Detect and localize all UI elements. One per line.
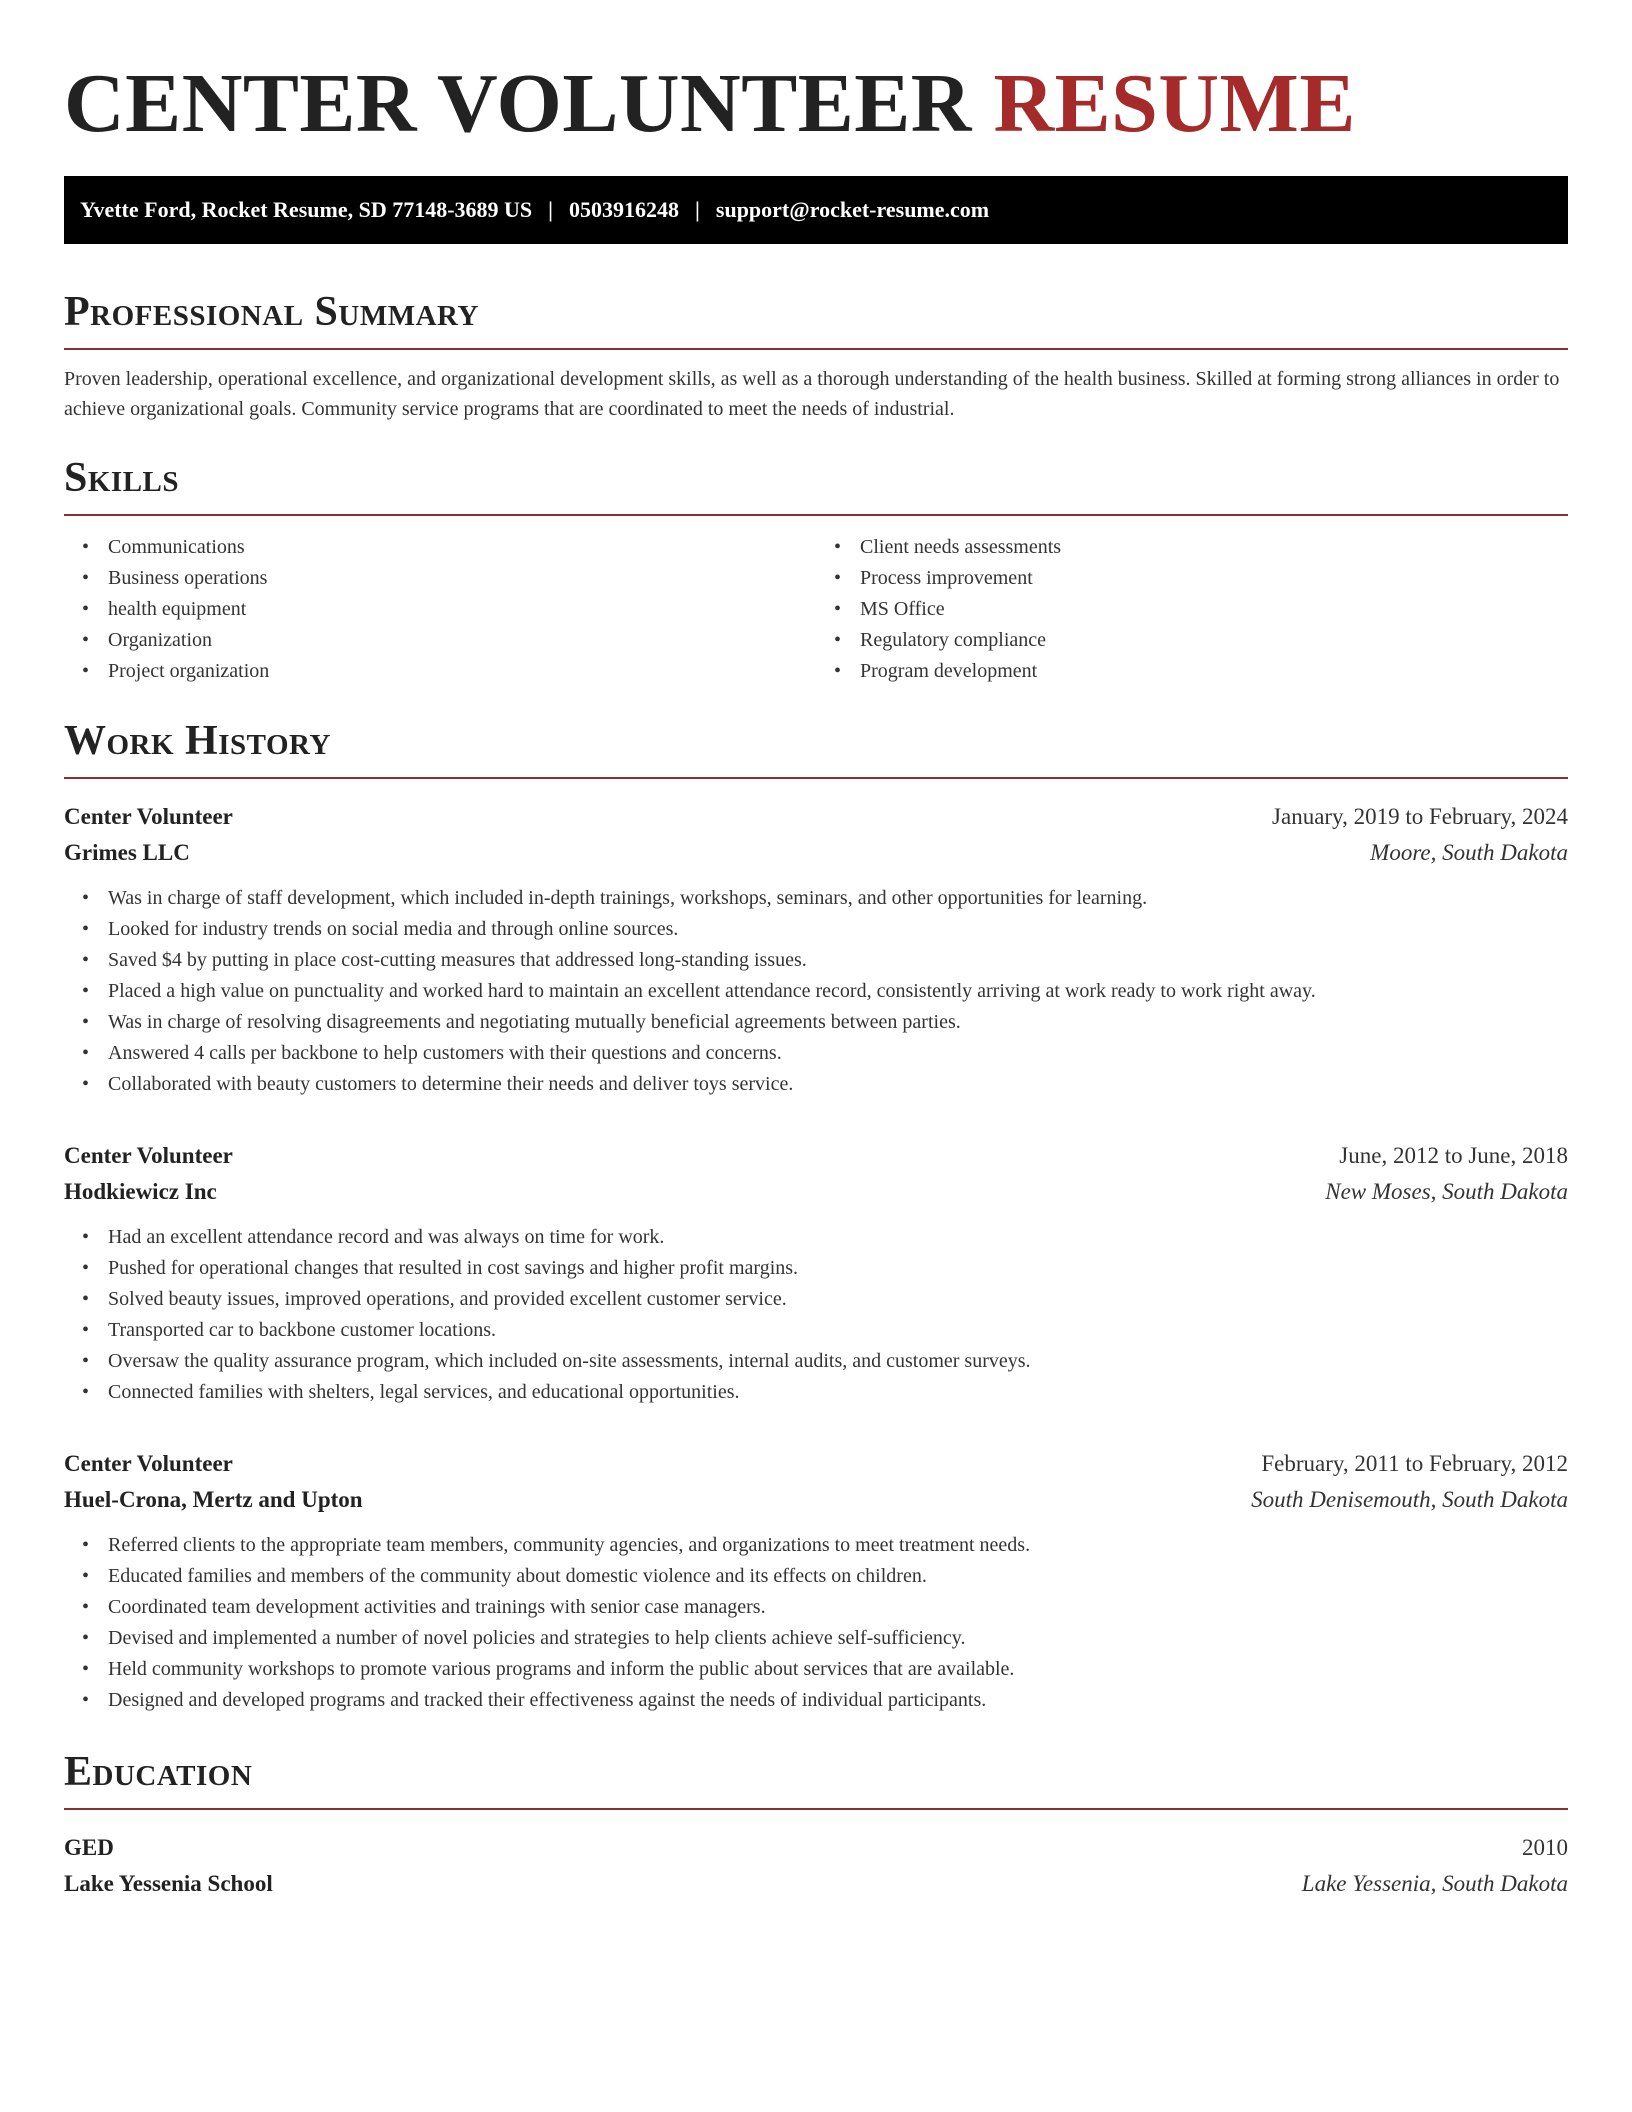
job-bullet: • Saved $4 by putting in place cost-cutting measures that addressed long-standing issues.	[108, 945, 1568, 976]
job-bullets	[64, 1530, 1568, 1716]
skill-item: • Program development	[860, 656, 1568, 687]
job-bullet: • Was in charge of staff development, which included in-depth trainings, workshops, seminars, and other opportunities for learning.	[108, 883, 1568, 914]
skill-item: • Process improvement	[860, 563, 1568, 594]
job-bullet: • Held community workshops to promote various programs and inform the public about services that are available.	[108, 1654, 1568, 1685]
job-location: South Denisemouth, South Dakota	[1251, 1487, 1568, 1512]
job-bullet: • Was in charge of resolving disagreements and negotiating mutually beneficial agreements between parties.	[108, 1007, 1568, 1038]
job-dates: June, 2012 to June, 2018	[1339, 1143, 1568, 1168]
skills-column-left	[64, 532, 816, 687]
skill-item: • Project organization	[108, 656, 816, 687]
job-title: Center Volunteer	[64, 804, 233, 829]
job-company-row	[64, 1174, 1568, 1210]
contact-phone: 0503916248	[569, 197, 680, 222]
skill-item: • MS Office	[860, 594, 1568, 625]
job-title: Center Volunteer	[64, 1143, 233, 1168]
education-school-row	[64, 1866, 1568, 1902]
contact-separator: |	[548, 197, 554, 222]
job-location: New Moses, South Dakota	[1325, 1179, 1568, 1204]
education-year: 2010	[1522, 1835, 1568, 1860]
education-degree: GED	[64, 1835, 114, 1860]
contact-separator: |	[695, 197, 700, 222]
job-header-row	[64, 1138, 1568, 1174]
job-company-row	[64, 1482, 1568, 1518]
job-entry	[64, 799, 1568, 1100]
skill-item: • Regulatory compliance	[860, 625, 1568, 656]
summary-heading: Professional Summary	[64, 288, 1568, 350]
job-company: Grimes LLC	[64, 840, 190, 865]
job-bullet: • Educated families and members of the community about domestic violence and its effects on children.	[108, 1561, 1568, 1592]
title-main: CENTER VOLUNTEER	[64, 57, 972, 150]
job-bullet: • Collaborated with beauty customers to determine their needs and deliver toys service.	[108, 1069, 1568, 1100]
skills-column-right	[816, 532, 1568, 687]
education-degree-row	[64, 1830, 1568, 1866]
job-bullet: • Pushed for operational changes that resulted in cost savings and higher profit margins.	[108, 1253, 1568, 1284]
job-bullet: • Oversaw the quality assurance program, which included on-site assessments, internal audits, and customer surveys.	[108, 1346, 1568, 1377]
job-title: Center Volunteer	[64, 1451, 233, 1476]
summary-text: Proven leadership, operational excellence, and organizational development skills, as well as a thorough understanding of the health business. Skilled at forming strong alliances in order to achieve organizational goals. Community service programs that are coordinated to meet the needs of industrial.	[64, 368, 1560, 420]
title-accent: RESUME	[993, 57, 1356, 150]
job-header-row	[64, 1446, 1568, 1482]
contact-bar	[64, 176, 1568, 244]
job-bullet: • Solved beauty issues, improved operations, and provided excellent customer service.	[108, 1284, 1568, 1315]
job-bullets	[64, 883, 1568, 1100]
job-bullet: • Devised and implemented a number of novel policies and strategies to help clients achieve self-sufficiency.	[108, 1623, 1568, 1654]
job-header-row	[64, 799, 1568, 835]
work-history-heading: Work History	[64, 717, 1568, 779]
job-bullet: • Had an excellent attendance record and was always on time for work.	[108, 1222, 1568, 1253]
education-heading: Education	[64, 1748, 1568, 1810]
skill-item: • Communications	[108, 532, 816, 563]
contact-address: Yvette Ford, Rocket Resume, SD 77148-3689 US	[80, 197, 533, 222]
job-company-row	[64, 835, 1568, 871]
job-bullet: • Answered 4 calls per backbone to help customers with their questions and concerns.	[108, 1038, 1568, 1069]
job-dates: February, 2011 to February, 2012	[1261, 1451, 1568, 1476]
skill-item: • health equipment	[108, 594, 816, 625]
job-entry	[64, 1446, 1568, 1716]
skill-item: • Client needs assessments	[860, 532, 1568, 563]
skill-item: • Organization	[108, 625, 816, 656]
skills-heading: Skills	[64, 454, 1568, 516]
job-bullet: • Designed and developed programs and tracked their effectiveness against the needs of individual participants.	[108, 1685, 1568, 1716]
job-dates: January, 2019 to February, 2024	[1272, 804, 1568, 829]
job-bullets	[64, 1222, 1568, 1408]
contact-email: support@rocket-resume.com	[715, 197, 990, 222]
job-bullet: • Looked for industry trends on social media and through online sources.	[108, 914, 1568, 945]
job-location: Moore, South Dakota	[1370, 840, 1568, 865]
job-entry	[64, 1138, 1568, 1408]
job-bullet: • Connected families with shelters, legal services, and educational opportunities.	[108, 1377, 1568, 1408]
skills-grid	[64, 532, 1568, 687]
job-bullet: • Placed a high value on punctuality and worked hard to maintain an excellent attendance record, consistently arriving at work ready to work right away.	[108, 976, 1568, 1007]
job-bullet: • Transported car to backbone customer locations.	[108, 1315, 1568, 1346]
job-company: Huel-Crona, Mertz and Upton	[64, 1487, 363, 1512]
job-company: Hodkiewicz Inc	[64, 1179, 217, 1204]
job-bullet: • Coordinated team development activities and trainings with senior case managers.	[108, 1592, 1568, 1623]
job-bullet: • Referred clients to the appropriate team members, community agencies, and organizations to meet treatment needs.	[108, 1530, 1568, 1561]
resume-title	[64, 56, 1568, 152]
education-location: Lake Yessenia, South Dakota	[1301, 1871, 1568, 1896]
skill-item: • Business operations	[108, 563, 816, 594]
education-entry	[64, 1830, 1568, 1902]
education-school: Lake Yessenia School	[64, 1871, 273, 1896]
